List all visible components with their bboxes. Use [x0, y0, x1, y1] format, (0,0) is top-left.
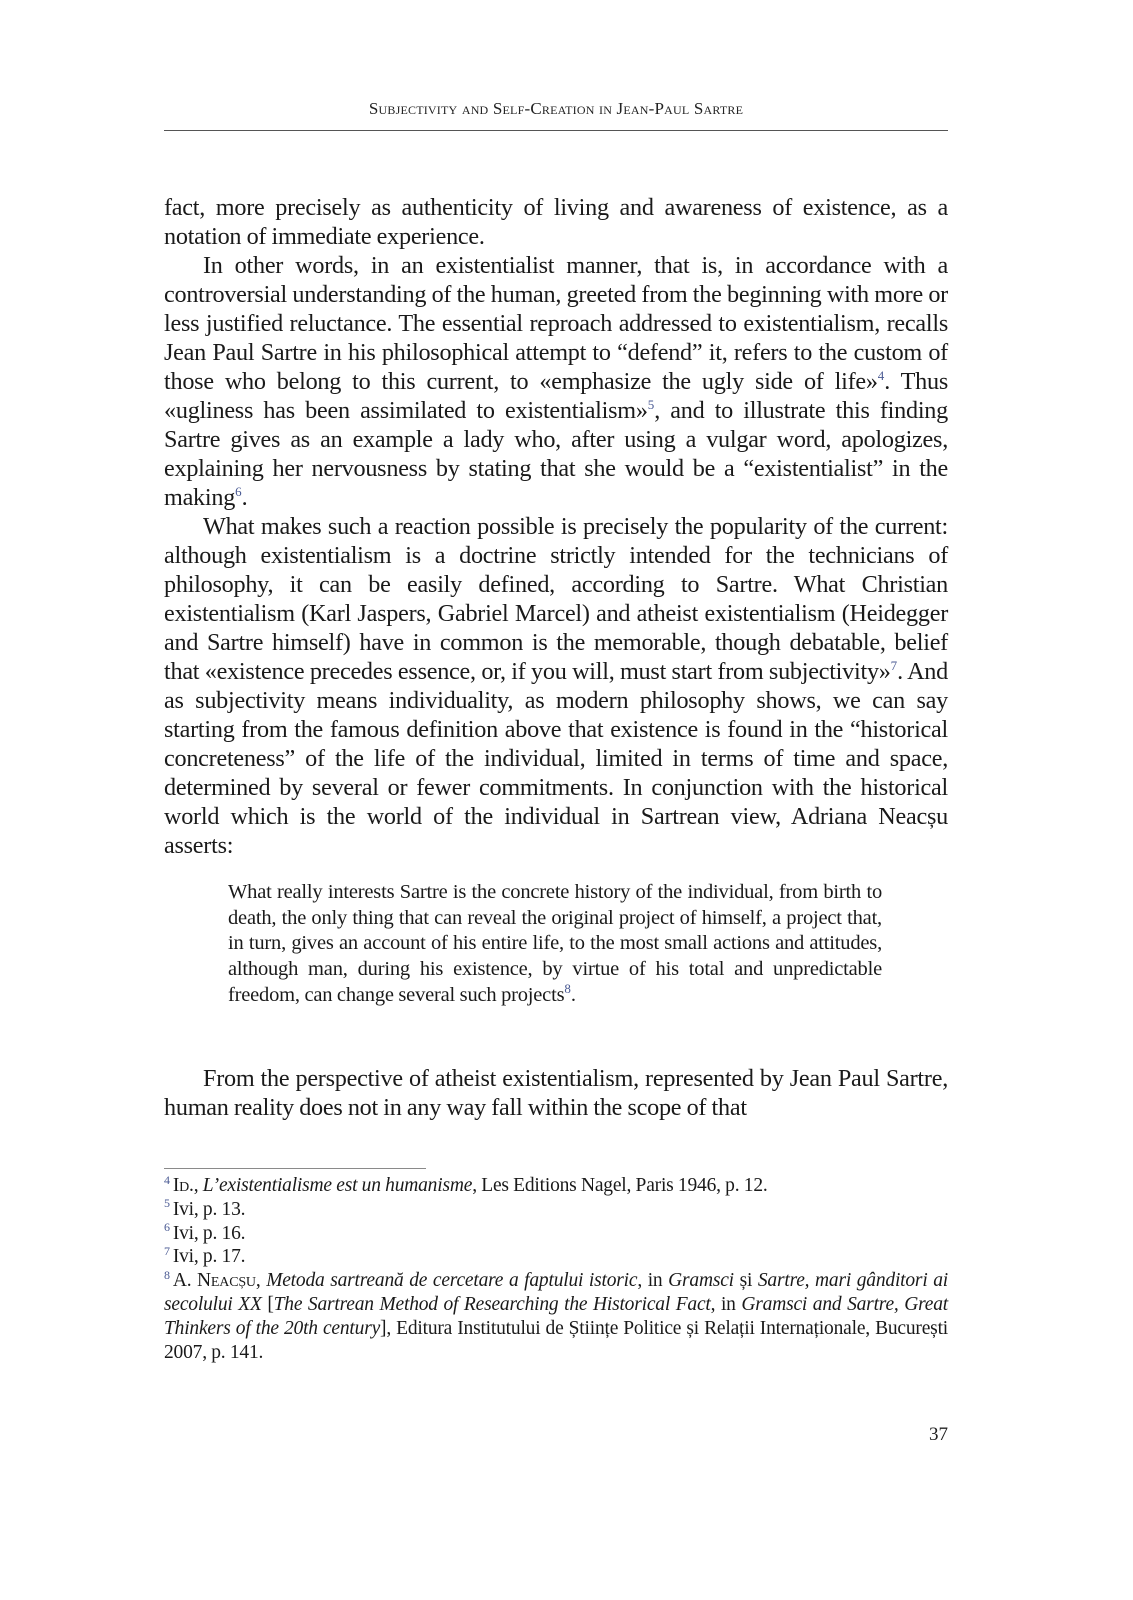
block-quote: [228, 880, 882, 1009]
footnote-8: [164, 1269, 948, 1364]
main-text: [164, 193, 948, 860]
footnote-text: , in: [710, 1293, 742, 1315]
footnote-text: A.: [172, 1270, 198, 1292]
footnote-author: Neacșu: [197, 1270, 256, 1292]
footnote-number: 4: [164, 1172, 170, 1187]
paragraph-1: fact, more precisely as authenticity of living and awareness of existence, as a notation of immediate experience.: [164, 194, 948, 250]
footnote-number: 7: [164, 1243, 170, 1258]
paragraph-2-text-c: , and to illustrate this finding Sartre gives as an example a lady who, after using a vulgar word, apologizes, explaining her nervousness by stating that she would be a “existentialist” in the making: [164, 397, 948, 511]
quote-text-a: What really interests Sartre is the concrete history of the individual, from birth to death, the only thing that can reveal the original project of himself, a project that, in turn, gives an account of his entire life, to the most small actions and attitudes, although man, during his existence, by virtue of his total and unpredictable freedom, can change several such projects: [228, 881, 882, 1006]
footnote-text: ], Editura Institutului de Științe Politice și Relații Internaționale, București 2007, p. 141.: [164, 1317, 948, 1363]
footnote-text: Ivi, p. 13.: [172, 1198, 246, 1220]
footnote-number: 8: [164, 1267, 170, 1282]
footnote-5: [164, 1198, 948, 1222]
footnote-ref-8[interactable]: 8: [564, 980, 571, 996]
footnote-ref-5[interactable]: 5: [647, 396, 655, 412]
running-head: Subjectivity and Self-Creation in Jean-Paul Sartre: [368, 99, 744, 118]
footnote-number: 5: [164, 1196, 170, 1211]
footnote-separator: [164, 1168, 426, 1169]
paragraph-3: [164, 512, 948, 860]
paragraph-2-text-a: In other words, in an existentialist manner, that is, in accordance with a controversial understanding of the human, greeted from the beginning with more or less justified reluctance. The essential reproach addressed to existentialism, recalls Jean Paul Sartre in his philosophical attempt to “defend” it, refers to the custom of those who belong to this current, to «emphasize the ugly side of life»: [164, 252, 948, 395]
footnote-text: , in: [637, 1270, 669, 1292]
footnote-text: , Les Editions Nagel, Paris 1946, p. 12.: [472, 1175, 768, 1196]
paragraph-2-text-b: . Thus «ugliness has been assimilated to existentialism»: [164, 368, 948, 424]
footnote-title: Metoda sartreană de cercetare a faptului istoric: [266, 1270, 638, 1292]
footnote-4: [164, 1174, 948, 1198]
paragraph-3-text-b: . And as subjectivity means individuality, as modern philosophy shows, we can say starting from the famous definition above that existence is found in the “historical concreteness” of the life of the individual, limited in terms of time and space, determined by several or fewer commitments. In conjunction with the historical world which is the world of the individual in Sartrean view, Adriana Neacșu asserts:: [164, 658, 948, 859]
footnote-translated-book: Gramsci and Sartre, Great Thinkers of the 20th century: [164, 1293, 948, 1339]
footnote-number: 6: [164, 1220, 170, 1235]
footnote-6: [164, 1222, 948, 1246]
footnote-text: [: [261, 1293, 274, 1315]
footnote-7: [164, 1245, 948, 1269]
footnote-author: Id.: [172, 1175, 194, 1196]
main-text-continued: [164, 1064, 948, 1122]
paragraph-2: [164, 251, 948, 512]
footnote-title: L’existentialisme est un humanisme: [202, 1175, 473, 1196]
paragraph-4: From the perspective of atheist existentialism, represented by Jean Paul Sartre, human reality does not in any way fall within the scope of that: [164, 1065, 948, 1121]
header-rule: [164, 130, 948, 131]
quote-paragraph: [228, 880, 882, 1009]
paragraph-3-text-a: What makes such a reaction possible is precisely the popularity of the current: although existentialism is a doctrine strictly intended for the technicians of philosophy, it can be easily defined, according to Sartre. What Christian existentialism (Karl Jaspers, Gabriel Marcel) and atheist existentialism (Heidegger and Sartre himself) have in common is the memorable, though debatable, belief that «existence precedes essence, or, if you will, must start from subjectivity»: [164, 513, 948, 685]
footnote-ref-6[interactable]: 6: [235, 483, 242, 499]
footnote-text: Ivi, p. 16.: [172, 1222, 246, 1244]
footnote-book: Gramsci: [668, 1270, 734, 1292]
quote-text-b: .: [570, 983, 576, 1006]
footnote-text: ,: [255, 1270, 267, 1292]
footnote-ref-7[interactable]: 7: [890, 657, 898, 673]
footnote-ref-4[interactable]: 4: [877, 367, 885, 383]
footnote-book: Sartre, mari gânditori ai secolului XX: [164, 1270, 948, 1315]
footnote-translated-title: The Sartrean Method of Researching the Historical Fact: [273, 1293, 711, 1315]
footnote-text: ,: [193, 1175, 203, 1196]
paragraph-2-text-d: .: [241, 484, 248, 511]
page-number: 37: [929, 1424, 948, 1445]
footnote-text: și: [733, 1270, 758, 1292]
footnotes: [164, 1174, 948, 1364]
footnote-text: Ivi, p. 17.: [172, 1246, 246, 1268]
